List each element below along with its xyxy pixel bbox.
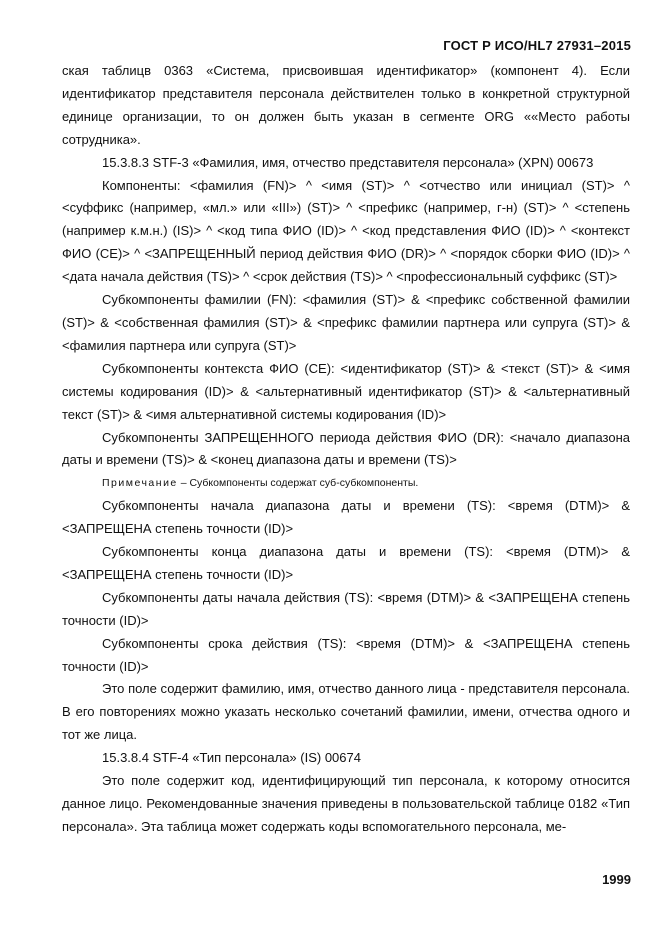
- paragraph-range-start-subcomponents: Субкомпоненты начала диапазона даты и времени (TS): <время (DTM)> & <ЗАПРЕЩЕНА степень точности (ID)>: [62, 498, 630, 537]
- paragraph-start-date-subcomponents: Субкомпоненты даты начала действия (TS): <время (DTM)> & <ЗАПРЕЩЕНА степень точности (ID)>: [62, 589, 630, 628]
- section-heading-stf3: 15.3.8.3 STF-3 «Фамилия, имя, отчество представителя персонала» (XPN) 00673: [102, 154, 594, 170]
- note-text: – Субкомпоненты содержат суб-субкомпоненты.: [177, 477, 419, 490]
- paragraph-range-end-subcomponents: Субкомпоненты конца диапазона даты и времени (TS): <время (DTM)> & <ЗАПРЕЩЕНА степень точности (ID)>: [62, 544, 630, 582]
- document-header: ГОСТ Р ИСО/HL7 27931–2015: [443, 38, 631, 53]
- paragraph-context-subcomponents: Субкомпоненты контекста ФИО (CE): <идентификатор (ST)> & <текст (ST)> & <имя системы кодирования (ID)> & <альтернативный идентификатор (ST)> & <альтернативный текст (ST)> & <имя альтернативной системы кодирования (ID)>: [62, 360, 630, 422]
- section-heading-stf4: 15.3.8.4 STF-4 «Тип персонала» (IS) 00674: [102, 750, 361, 766]
- note: [62, 472, 630, 495]
- document-body: [62, 60, 630, 839]
- paragraph-staff-type: Это поле содержит код, идентифицирующий тип персонала, к которому относится данное лицо. Рекомендованные значения приведены в пользовательской таблице 0182 «Тип персонала». Эта таблица может содержать коды вспомогательного персонала, ме-: [62, 773, 630, 834]
- paragraph-continuation: ская таблицв 0363 «Система, присвоившая идентификатор» (компонент 4). Если идентификатор представителя персонала действителен только в конкретной структурной единице организации, то он должен быть указан в сегменте ORG ««Место работы сотрудника».: [62, 63, 630, 147]
- paragraph-components: Компоненты: <фамилия (FN)> ^ <имя (ST)> ^ <отчество или инициал (ST)> ^ <суффикс (например, «мл.» или «III») (ST)> ^ <префикс (например, г-н) (ST)> ^ <степень (например к.м.н.) (IS)> ^ <код типа ФИО (ID)> ^ <код представления ФИО (ID)> ^ <контекст ФИО (CE)> ^ <ЗАПРЕЩЕННЫЙ период действия ФИО (DR)> ^ <порядок сборки ФИО (ID)> ^ <дата начала действия (TS)> ^ <срок действия (TS)> ^ <профессиональный суффикс (ST)>: [62, 177, 630, 285]
- paragraph-field-description: Это поле содержит фамилию, имя, отчество данного лица - представителя персонала. В его повторениях можно указать несколько сочетаний фамилии, имени, отчества одного и тот же лица.: [62, 681, 630, 743]
- paragraph-period-subcomponents: Субкомпоненты ЗАПРЕЩЕННОГО периода действия ФИО (DR): <начало диапазона даты и времени (TS)> & <конец диапазона даты и времени (TS)>: [62, 429, 630, 468]
- note-label: Примечание: [102, 477, 178, 490]
- paragraph-surname-subcomponents: Субкомпоненты фамилии (FN): <фамилия (ST)> & <префикс собственной фамилии (ST)> & <собственная фамилия (ST)> & <префикс фамилии партнера или супруга (ST)> & <фамилия партнера или супруга (ST)>: [62, 292, 630, 353]
- paragraph-expiry-subcomponents: Субкомпоненты срока действия (TS): <время (DTM)> & <ЗАПРЕЩЕНА степень точности (ID)>: [62, 635, 630, 674]
- page-number: 1999: [602, 872, 631, 887]
